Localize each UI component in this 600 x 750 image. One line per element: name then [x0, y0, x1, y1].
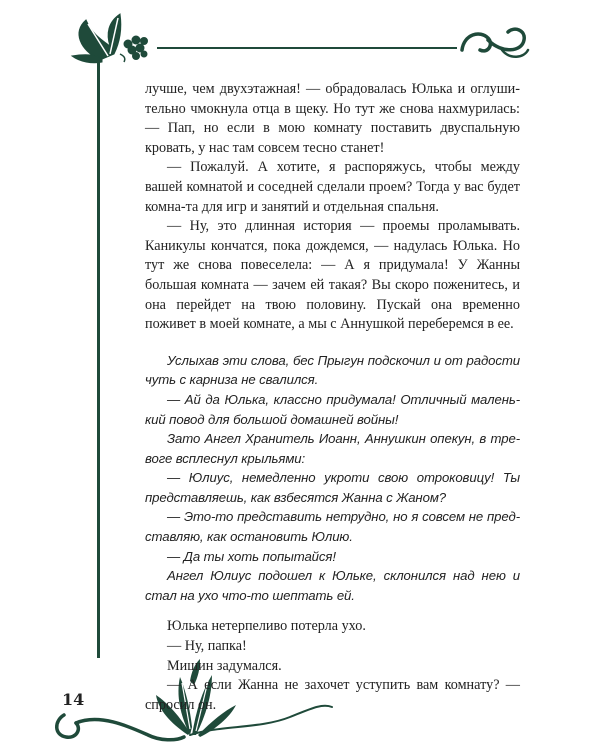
italic-paragraph: Зато Ангел Хранитель Иоанн, Аннушкин опекун, в тре-воге всплеснул крыльями: — [145, 431, 520, 466]
italic-paragraph: — Да ты хоть попытайся! — [167, 548, 336, 564]
paragraph: Юлька нетерпеливо потерла ухо. — [167, 618, 366, 635]
paragraph: Мишин задумался. — [167, 657, 282, 674]
paragraph: — Ну, это длинная история — проемы проламывать. Каникулы кончатся, пока дождемся, — надулась Юлька. Но тут же снова повеселела: — А я придумала! У Жанны большая комната — зачем ей такая? Вы скоро поженитесь, и она перейдет на твою половину. Пускай она временно поживет в моей комнате, а мы с Аннушкой переберемся в ее. — [145, 218, 520, 333]
paragraph: лучше, чем двухэтажная! — обрадовалась Юлька и оглуши-тельно чмокнула отца в щеку. Но тут же снова нахмурилась: — Пап, но если в мою комнату поставить двуспальную кровать, у нас там совсем тесно станет! — [145, 81, 520, 156]
scroll-swirl-ornament-icon — [462, 29, 528, 57]
paragraph: — Ну, папка! — [167, 638, 247, 655]
leaf-berry-ornament-icon — [72, 14, 148, 63]
paragraph: — А если Жанна не захочет уступить вам комнату? — спросил он. — [145, 677, 520, 713]
italic-paragraph: — Юлиус, немедленно укроти свою отроковицу! Ты представляешь, как взбесятся Жанна с Жаном? — [145, 470, 520, 505]
italic-paragraph: — Ай да Юлька, классно придумала! Отличный малень-кий повод для большой домашней войны! — [145, 391, 520, 427]
spacer — [145, 605, 520, 617]
page-number: 14 — [62, 690, 85, 709]
italic-paragraph: Ангел Юлиус подошел к Юльке, склонился над нею и стал на ухо что-то шептать ей. — [145, 568, 520, 603]
italic-paragraph: — Это-то представить нетрудно, но я совсем не пред-ставляю, как остановить Юлию. — [145, 509, 520, 545]
body-text — [145, 80, 520, 715]
paragraph: — Пожалуй. А хотите, я распоряжусь, чтобы между вашей комнатой и соседней сделали проем? Тогда у вас будет комна-та для игр и занятий и отдельная спальня. — [145, 159, 520, 215]
italic-paragraph: Услыхав эти слова, бес Прыгун подскочил и от радости чуть с карниза не свалился. — [145, 352, 520, 388]
top-ornament — [62, 10, 532, 70]
spacer — [145, 335, 520, 351]
side-rule — [97, 58, 100, 658]
